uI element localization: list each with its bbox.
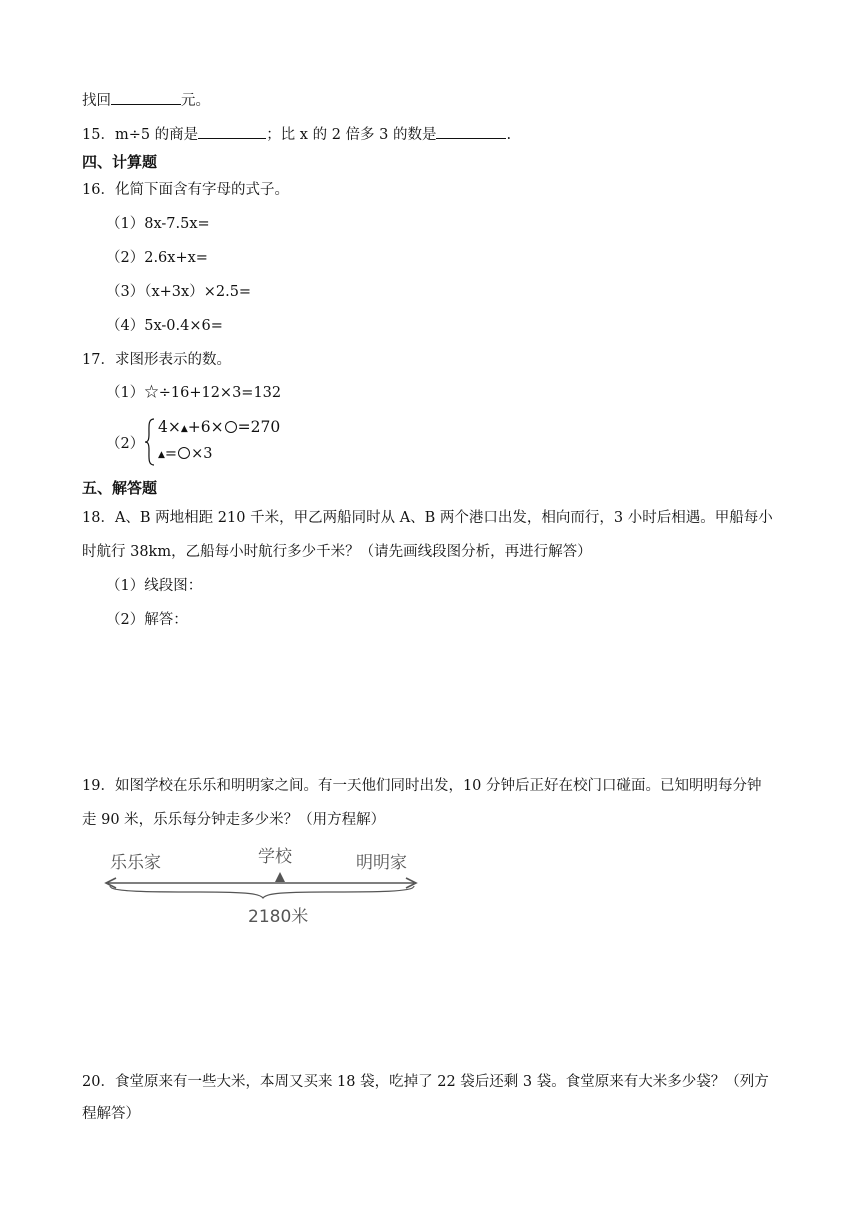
brace-icon [144,418,156,466]
question-16-part-4: （4）5x-0.4×6= [106,318,223,334]
question-18-line-2: 时航行 38km，乙船每小时航行多少千米？（请先画线段图分析，再进行解答） [82,544,592,560]
q15-text-a: 15．m÷5 的商是 [82,127,199,143]
answer-blank[interactable] [436,124,506,139]
section-heading-5: 五、解答题 [82,479,158,497]
question-18-part-2: （2）解答： [106,612,188,628]
circle-icon [225,421,237,433]
question-20-line-1: 20．食堂原来有一些大米，本周又买来 18 袋，吃掉了 22 袋后还剩 3 袋。食堂原来有大米多少袋？（列方 [82,1074,769,1090]
question-16-part-2: （2）2.6x+x= [106,250,208,266]
distance-label: 2180米 [248,907,309,927]
equation-2 [158,446,212,462]
distance-diagram [100,838,420,928]
q14-text-post: 元。 [181,93,210,109]
question-19-line-1: 19．如图学校在乐乐和明明家之间。有一天他们同时出发，10 分钟后正好在校门口碰面。已知明明每分钟 [82,778,762,794]
eq1-term-a: 4× [158,418,181,436]
question-16-part-3: （3）（x+3x）×2.5= [106,284,252,300]
question-18-line-1: 18．A、B 两地相距 210 千米，甲乙两船同时从 A、B 两个港口出发，相向而行，3 小时后相遇。甲船每小 [82,510,773,526]
equation-system [106,416,406,468]
question-17-part-1: （1）☆÷16+12×3=132 [106,385,282,401]
eq2-term-b: ×3 [191,446,213,462]
question-16: 16．化简下面含有字母的式子。 [82,182,289,198]
question-17-part-2-label: （2） [106,436,145,452]
school-label: 学校 [258,847,292,867]
answer-blank[interactable] [198,124,266,139]
question-20-line-2: 程解答） [82,1106,140,1122]
triangle-icon: ▲ [158,450,165,460]
section-heading-4: 四、计算题 [82,153,158,171]
eq1-term-b: +6× [187,418,224,436]
question-16-part-1: （1）8x-7.5x= [106,216,210,232]
q14-text-pre: 找回 [82,93,111,109]
q14-continuation [82,90,210,111]
right-label: 明明家 [356,853,407,873]
question-15 [82,124,511,145]
answer-blank[interactable] [111,90,181,105]
equation-1 [158,418,280,436]
q15-text-c: . [506,127,512,143]
eq1-term-c: =270 [237,418,281,436]
question-17: 17．求图形表示的数。 [82,352,231,368]
left-label: 乐乐家 [110,853,161,873]
eq2-term-a: = [164,446,178,462]
circle-icon [178,447,190,459]
q15-text-b: ；比 x 的 2 倍多 3 的数是 [266,127,437,143]
triangle-icon: ▲ [180,424,188,434]
question-19-line-2: 走 90 米，乐乐每分钟走多少米？（用方程解） [82,812,386,828]
question-18-part-1: （1）线段图： [106,578,203,594]
